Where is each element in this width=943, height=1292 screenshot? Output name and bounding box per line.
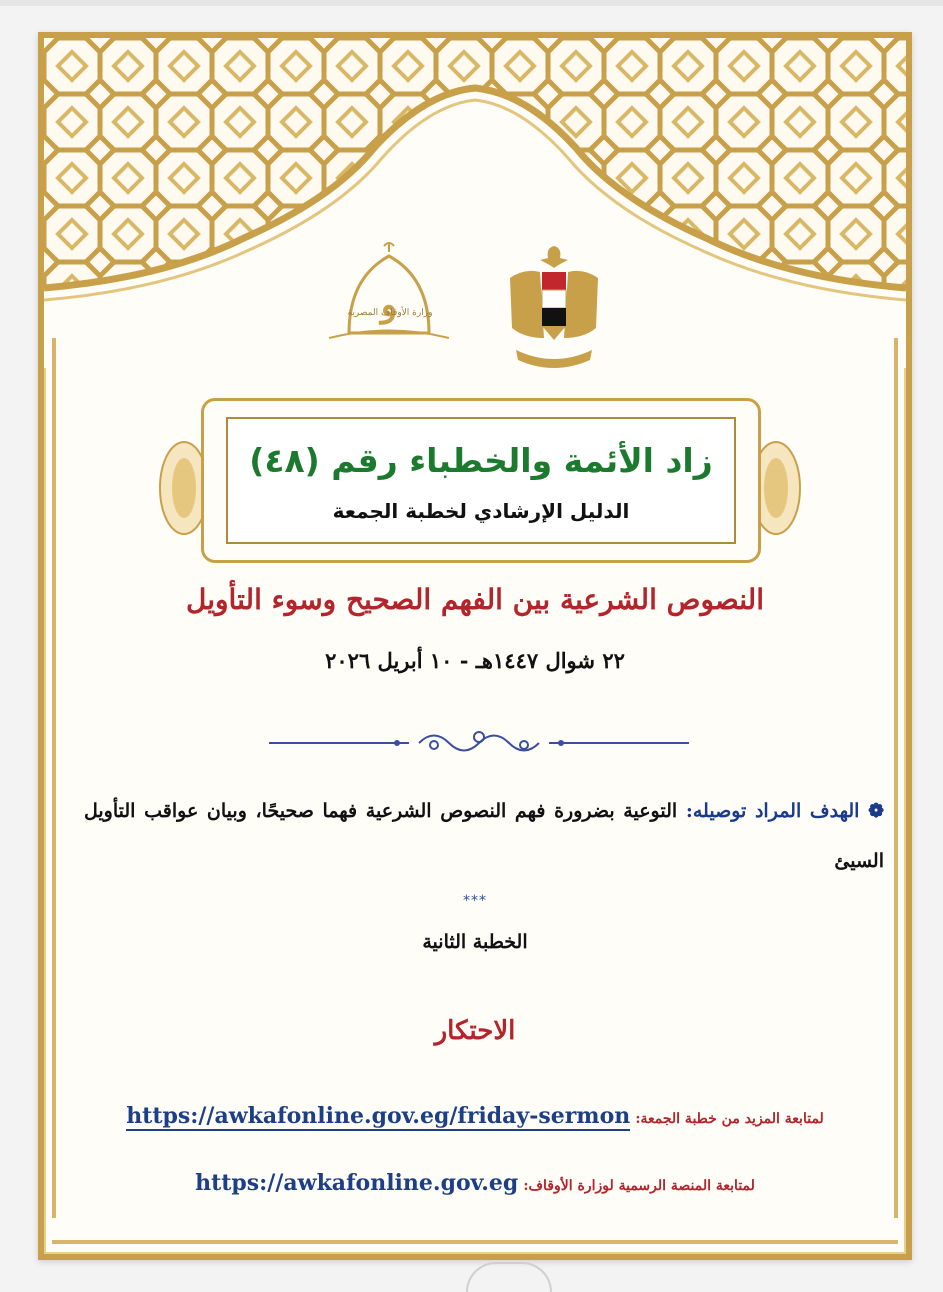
sermon-topic: النصوص الشرعية بين الفهم الصحيح وسوء التأويل [186, 583, 764, 616]
home-indicator [466, 1262, 552, 1292]
bottom-border-rule [52, 1240, 898, 1244]
left-border-rule [52, 338, 56, 1218]
ministry-label: وزارة الأوقاف المصرية [347, 308, 433, 318]
second-sermon-heading: الخطبة الثانية [422, 931, 528, 953]
document-page [38, 32, 912, 1260]
sermon-goal [84, 786, 884, 886]
rosette-right-ornament [756, 438, 806, 538]
sermon-link-label: لمتابعة المزيد من خطبة الجمعة: [635, 1111, 824, 1127]
goal-text: التوعية بضرورة فهم النصوص الشرعية فهما صحيحًا، وبيان عواقب التأويل السيئ [84, 800, 884, 872]
platform-link[interactable]: https://awkafonline.gov.eg [195, 1170, 519, 1196]
rosette-left-ornament [154, 438, 204, 538]
ornamental-divider [269, 723, 689, 763]
platform-link-label: لمتابعة المنصة الرسمية لوزارة الأوقاف: [523, 1178, 755, 1194]
flower-bullet-icon: ❁ [859, 800, 884, 822]
platform-link-row [44, 1170, 906, 1196]
egypt-eagle-emblem [504, 238, 604, 373]
svg-text:و: و [380, 285, 398, 325]
top-status-strip [0, 0, 943, 6]
subtitle: الدليل الإرشادي لخطبة الجمعة [332, 499, 630, 523]
title-plaque-inner [226, 417, 736, 544]
lattice-header-ornament [44, 38, 906, 398]
sermon-link-row [44, 1103, 906, 1129]
main-title: زاد الأئمة والخطباء رقم (٤٨) [249, 441, 713, 480]
right-border-rule [894, 338, 898, 1218]
second-sermon-topic: الاحتكار [434, 1016, 516, 1046]
sermon-link[interactable]: https://awkafonline.gov.eg/friday-sermon [126, 1103, 631, 1129]
section-separator: *** [463, 893, 487, 909]
title-plaque [201, 398, 761, 563]
awqaf-ministry-logo [324, 238, 454, 368]
sermon-date: ٢٢ شوال ١٤٤٧هـ - ١٠ أبريل ٢٠٢٦ [325, 648, 625, 673]
goal-label: الهدف المراد توصيله: [685, 800, 860, 822]
